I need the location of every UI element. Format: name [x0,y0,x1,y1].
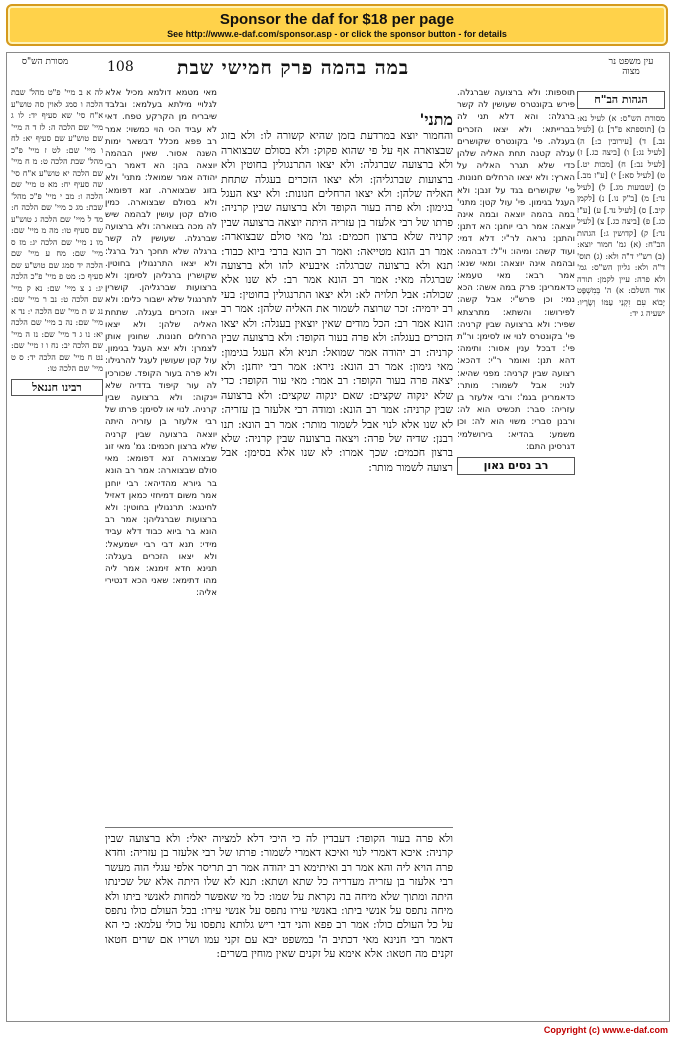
sponsor-subtitle: See http://www.e-daf.com/sponsor.asp - or click the sponsor button - for details [167,29,507,39]
left-margin-box-label: רבינו חננאל [11,379,103,397]
main-opening-word: מתני' [419,113,453,129]
running-head: במה בהמה פרק חמישי שבת [177,57,410,79]
right-margin-box-label: הגהות הב"ח [577,91,665,109]
rashi-text: מאי מטמא דולמא מכיל אלא לגלויי מילתא בעלמא: ובלבד שיבריח מן הקרקע טפח. דאי לא עביד הכי הוי כמשוי: אמר רב פפא מכלל דבשאר ימות השנה אסור. שאין הבהמה יוצאה בהן: הא דאמר רבי יהודה אמר שמואל: מתני' ולא בזוג שבצוארה. זגא דפומא: ולא בסולם שבצוארה. כמין סולם קטן עושין לבהמה שיש לה מכה בצוארה: ולא ברצועה שברגלה. שעושין לה קשר ברגלה שלא תחכך רגל ברגל: ולא יצאו התרנגולין בחוטין. שקושרין ברגליהן לסימן: ולא ברצועות שברגליהן. קושרין לתרנגול שלא ישבור כלים: ולא יצאו הזכרים בעגלה. שתחת האליה שלהן: ולא יצאו הרחלים חנונות. שחונין אותן לצמרן: ולא יצא העגל בגימון. עול קטן שעושין לעגל להרגילו: ולא פרה בעור הקופד. שכורכין לה עור קיפוד בדדיה שלא יינקוה: ולא ברצועה שבין קרניה. לנוי או לסימן: פרתו של רבי אלעזר בן עזריה היתה יוצאה ברצועה שבין קרניה שלא ברצון חכמים: גמ' מאי זוג שבצוארה זגא דפומא: מאי סולם שבצוארה: אמר רב הונא בר גיורא מהדיהא: רבי יוחנן אמר משום דמיחזי כמאן דאזיל לחינגא: תרנגולין בחוטין: ולא ברצועות שברגליהן: אמר רב הונא בר ביוא כבוד דלא עביד מידי: תנא דבי רבי ישמעאל: ולא יצאו הזכרים בעגלה: תנינא חדא זימנא: אמר ליה מהו דתימא: שאני הכא דנטירי אליה: [105,88,217,599]
left-margin-text: לה א ב מיי' פ"ט מהל' שבת הלכה ו סמג לאוין סה טוש"ע א"ח סי' שא סעיף יד: לו ג מיי' שם הלכה ה: לז ד ה מיי' שם טוש"ע שם סעיף יא: לח ו מיי' שם: לט ז מיי' פ"כ מהל' שבת הלכה ט: מ ח מיי' שם הלכה יא טוש"ע א"ח סי' שה סעיף יח: מא ט מיי' שם הלכה ו: מב י מיי' פ"כ מהל' שבת: מג כ מיי' שם הלכה ח: מד ל מיי' שם הלכה ג טוש"ע שם סעיף טו: מה מ מיי' שם: מו נ מיי' שם הלכה יג: מז ס מיי' שם: מח ע מיי' שם הלכה יד סמג שם טוש"ע שם סעיף כ: מט פ מיי' פ"כ הלכה יג: נ צ מיי' שם: נא ק מיי' שם הלכה ט: נב ר מיי' שם: נג ש ת מיי' שם הלכה י: נד א מיי' שם: נה ב מיי' שם הלכה יא: נו ג ד מיי' שם: נז ה מיי' שם הלכה יב: נח ו ז מיי' שם: נט ח מיי' שם הלכה יד: ס ט מיי' שם הלכה טו: [11,88,103,373]
rashi-commentary [105,87,217,807]
header-left-corner: מסורת הש"ס [21,57,69,67]
sponsor-banner[interactable] [6,4,668,46]
divider [105,827,453,828]
page-header [7,57,669,83]
main-text [221,113,453,763]
main-text-body: והחמור יוצא במרדעת בזמן שהיא קשורה לו: ולא בזוג שבצוארה אף על פי שהוא פקוק: ולא בסולם שבצוארה ולא ברצועה שברגלה: ולא יצאו התרנגולין בחוטין ולא ברצועות שברגליהן: ולא יצאו הזכרים בעגלה שתחת האליה שלהן: ולא יצאו הרחלים חנונות: ולא יצא העגל בגימון: ולא פרה בעור הקופד ולא ברצועה שבין קרניה: פרתו של רבי אלעזר בן עזריה היתה יוצאה ברצועה שבין קרניה שלא ברצון חכמים: גמ' מאי סולם שבצוארה: אמר רב הונא מטייאה: ואמר רב הונא ברבי ביוא כבוד: תנא ולא ברצועה שברגלה: איבעיא להו ולא ברצועה שברגלה מאי: אמר רב הונא אמר רב: לא שנו אלא שכולה: אבל תלויה לא: ולא יצאו התרנגולין בחוטין: בעי רב ירמיה: זכר שרוצה לשמור את האליה שלהן: אמר רב הונא אמר רב: הכל מודים שאין יוצאין בעגלה: ולא יצאו הזכרים בעגלה: ולא פרה בעור הקופד: ולא ברצועה שבין קרניה: רב יהודה אמר שמואל: תניא ולא העגל בגימון: מאי גימון: אמר רב הונא: נירא: אמר רבי יוחנן: ולא יצאה פרה בעור הקופד: רב אמר: מאי עור הקופד: כדי שלא ינקוה שקצים: שאם ינקוה שקצים: ולא ברצועה שבין קרניה: אמר רב הונא: ומודה רבי אלעזר בן עזריה: לא שנו אלא לנוי אבל לשמור מותר: אמר רב הונא: תנו רבנן: שדיה של פרה: ויצאה ברצועה שבין קרניה: שלא ברצון חכמים: שכך אמרו: לא שנו אלא בסימן: אבל רצועה לשמור מותר: [221,129,453,474]
main-text-bottom [105,823,453,1013]
left-margin-notes [11,87,103,1017]
sponsor-title: Sponsor the daf for $18 per page [219,11,455,28]
tosafot-commentary [457,87,575,1017]
talmud-page [6,52,670,1022]
main-bottom-body: ולא פרה בעור הקופד: דעבדין לה כי היכי דלא למציוה יאלי: ולא ברצועה שבין קרניה: איכא דאמרי לנוי ואיכא דאמרי לשמור: פרתו של רבי אלעזר בן עזריה: וחדא פרה הויא ליה והא אמר רב ואיתימא רב יהודה אמר רב תריסר אלפי עגלי הוה מעשר רבי אלעזר בן עזריה מעדריה כל שתא ושתא: תנא לא שלו היתה אלא של שכינתו היתה ומתוך שלא מיחה בה נקראת על שמו: כל מי שאפשר למחות לאנשי ביתו ולא מיחה נתפס על אנשי ביתו: באנשי עירו נתפס על אנשי עירו: בכל העולם כולו נתפס על כל העולם כולו: אמר רב פפא והני דבי ריש גלותא נתפסו על כולי עלמא: כי הא דאמר רבי חנינא מאי דכתיב ה' במשפט יבא עם זקני עמו ושריו אם שרים חטאו זקנים מה חטאו: אלא אימא על זקנים שאין מוחין בשרים: [105,832,453,961]
folio-number: 108 [107,59,134,75]
tosafot-text: תוספות: ולא ברצועה שברגלה. פירש בקונטרס שעושין לה קשר ברגלה: והא דלא תני לה בברייתא: ולא יצאו הזכרים בעגלה. פי' בקונטרס שקושרים עגלה קטנה תחת האליה שלהן כדי שלא תגרר האליה על הארץ: ולא יצאו הרחלים חנונות. פי' שקושרים בגד על זנבן: ולא העגל בגימון. פי' עול קטן: מתני' במה בהמה יוצאה ובמה אינה יוצאה: אמר רבי יוחנן: הא דתנן: והתנן: נראה לר"י: דלא דמי: ועוד קשה: ומיהו: וי"ל: דבהמה: ובהמה אינה יוצאה: ומאי שנא: אמר רבא: מאי טעמא: כדאמרינן: פרק במה אשה: הכא נמי: וכן פרש"י: אבל קשה: לפירושו: והשתא: מתרצתא שפיר: ולא ברצועה שבין קרניה: פי' בקונטרס לנוי או לסימן: ור"ת פי': דבכל ענין אסור: ותימה: דהא תנן: ואומר ר"י: דהכא: רצועה שבין קרניה: מפני שהיא: לנוי: אבל לשמור: מותר: כדאמרינן בגמ': ורבי אלעזר בן עזריה: סבר: תכשיט הוא לה: ורבנן סברי: משוי הוא לה: וכן משמע: בהדיא: בירושלמי: דגרסינן התם: [457,88,575,452]
header-right-corner: עין משפט נר מצוה [608,57,654,77]
tosafot-box-label: רב נסים גאון [457,457,575,475]
copyright-link[interactable]: Copyright (c) www.e-daf.com [543,1025,668,1035]
right-margin-text: מסורת הש"ס: א) לעיל נא: ב) [תוספתא פ"ד] ג) [לעיל נב.] ד) [עירובין כ:] ה) [לעיל נג:] ו) [ביצה כג.] ז) [לעיל נב:] ח) [מכות יט.] ט) [לעיל סא:] י) [ע"ז מב.] כ) [שבועות מג.] ל) [לעיל נד:] מ) [ב"ק נו.] נ) [לקמן קיב.] ס) [לעיל נד.] ע) [ע"ז כג.] פ) [ביצה כג.] צ) [לעיל נד:] ק) [קדושין ג:] הגהות הב"ח: (א) גמ' חמור יוצא: (ב) רש"י ד"ה ולא: (ג) תוס' ד"ה ולא: גליון הש"ס: גמ' ולא פרה: עיין לקמן: תורה אור השלם: א) ה' בְּמִשְׁפָּט יָבוֹא עִם זִקְנֵי עַמּוֹ וְשָׂרָיו: ישעיה ג יד: [577,113,665,318]
right-margin-notes [577,87,665,1017]
